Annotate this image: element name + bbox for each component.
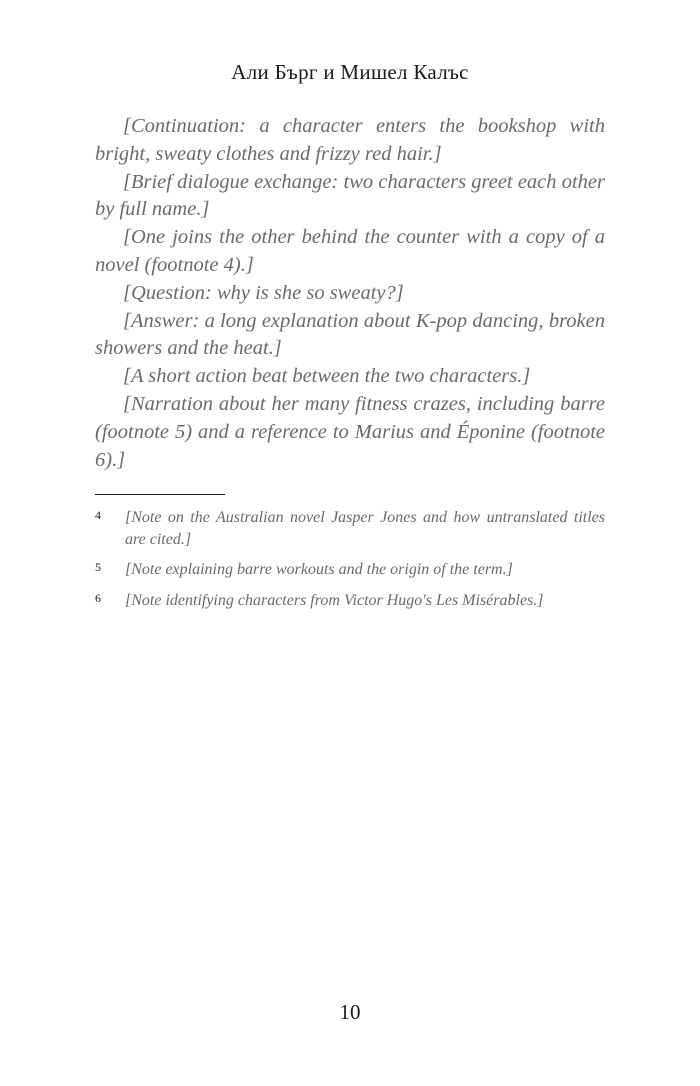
- footnote-divider: [95, 494, 225, 495]
- footnote-text: [Note explaining barre workouts and the origin of the term.]: [125, 561, 513, 579]
- paragraph: [One joins the other behind the counter with a copy of a novel (footnote 4).]: [95, 226, 605, 276]
- body-text: [95, 113, 605, 474]
- paragraph: [Continuation: a character enters the bookshop with bright, sweaty clothes and frizzy red hair.]: [95, 115, 605, 165]
- footnote: [95, 590, 605, 612]
- paragraph: [Answer: a long explanation about K-pop dancing, broken showers and the heat.]: [95, 309, 605, 360]
- footnote-number: 5: [95, 560, 101, 575]
- paragraph: [Question: why is she so sweaty?]: [123, 281, 404, 304]
- paragraph: [Narration about her many fitness crazes, including barre (footnote 5) and a reference to Marius and Éponine (footnote 6).]: [95, 392, 605, 471]
- page-number: 10: [339, 1000, 361, 1024]
- footnote: [95, 559, 605, 581]
- footnotes: [95, 507, 605, 611]
- footnote-text: [Note identifying characters from Victor Hugo's Les Misérables.]: [125, 591, 544, 609]
- footnote-number: 6: [95, 590, 101, 605]
- paragraph: [Brief dialogue exchange: two characters greet each other by full name.]: [95, 170, 605, 221]
- running-header: Али Бърг и Мишел Калъс: [231, 60, 469, 84]
- footnote: [95, 507, 605, 550]
- footnote-number: 4: [95, 508, 101, 523]
- paragraph: [A short action beat between the two characters.]: [123, 365, 531, 388]
- footnote-text: [Note on the Australian novel Jasper Jones and how untranslated titles are cited.]: [125, 509, 605, 548]
